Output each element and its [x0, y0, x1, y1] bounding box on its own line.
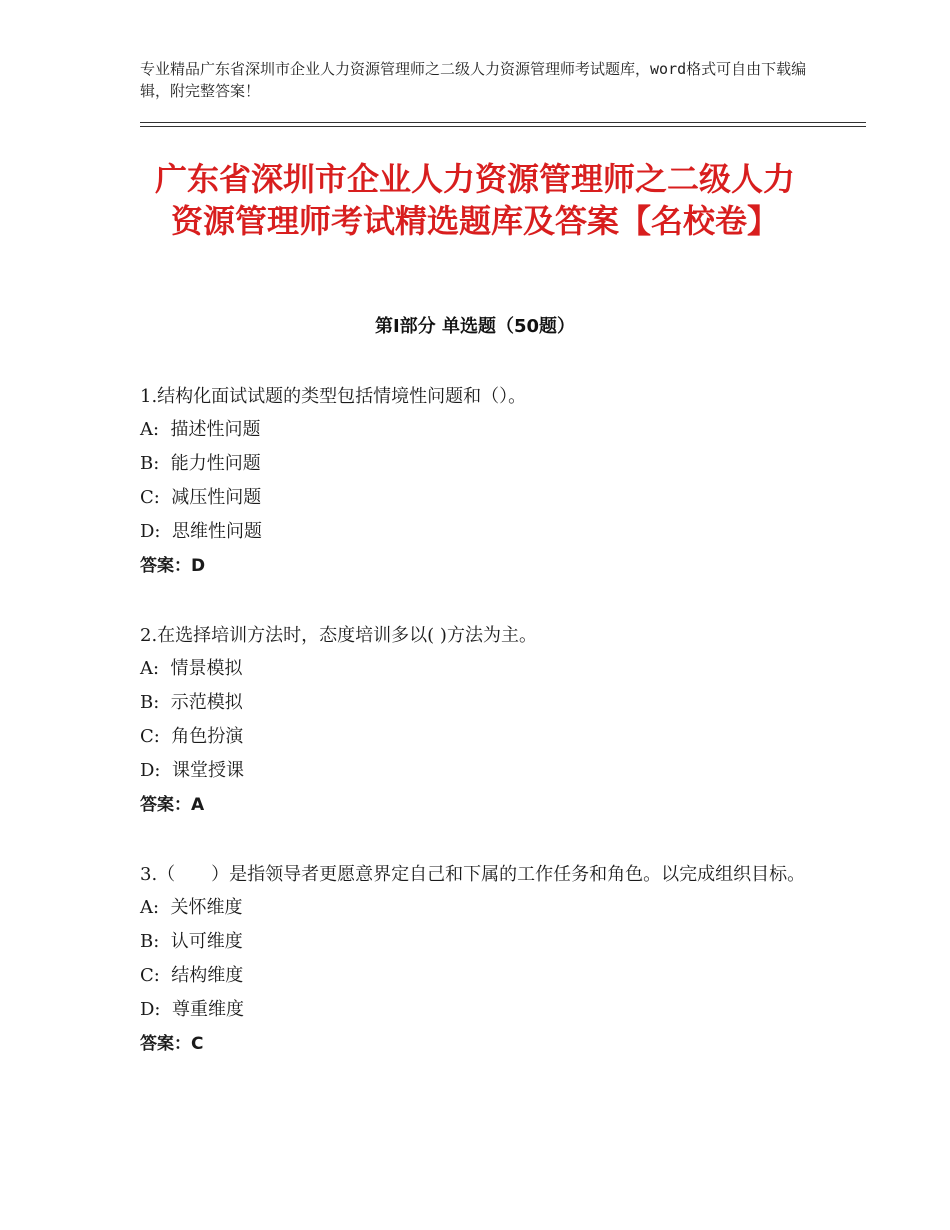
- question-stem: 1.结构化面试试题的类型包括情境性问题和（）。: [140, 386, 527, 407]
- header-divider-bottom: [140, 126, 866, 127]
- question-block: [140, 858, 820, 1061]
- option-b: B: 能力性问题: [140, 453, 261, 474]
- option-c: C: 角色扮演: [140, 726, 244, 747]
- question-stem: 2.在选择培训方法时，态度培训多以( )方法为主。: [140, 625, 537, 646]
- header-divider-top: [140, 122, 866, 123]
- document-title: 广东省深圳市企业人力资源管理师之二级人力资源管理师考试精选题库及答案【名校卷】: [154, 160, 795, 240]
- option-b: B: 示范模拟: [140, 692, 243, 713]
- option-c: C: 减压性问题: [140, 487, 262, 508]
- question-block: [140, 619, 820, 822]
- option-c: C: 结构维度: [140, 965, 244, 986]
- option-a: A: 情景模拟: [140, 658, 243, 679]
- answer: 答案：D: [140, 556, 206, 576]
- option-b: B: 认可维度: [140, 931, 243, 952]
- option-d: D: 尊重维度: [140, 999, 244, 1020]
- option-d: D: 课堂授课: [140, 760, 244, 781]
- question-stem: 3.（ ）是指领导者更愿意界定自己和下属的工作任务和角色。以完成组织目标。: [140, 864, 806, 885]
- option-a: A: 描述性问题: [140, 419, 261, 440]
- answer: 答案：A: [140, 795, 205, 815]
- option-a: A: 关怀维度: [140, 897, 243, 918]
- header-note: 专业精品广东省深圳市企业人力资源管理师之二级人力资源管理师考试题库，word格式可自由下载编辑，附完整答案！: [140, 60, 807, 100]
- section-title: 第Ⅰ部分 单选题（50题）: [374, 316, 575, 337]
- question-block: [140, 380, 820, 583]
- answer: 答案：C: [140, 1034, 204, 1054]
- option-d: D: 思维性问题: [140, 521, 262, 542]
